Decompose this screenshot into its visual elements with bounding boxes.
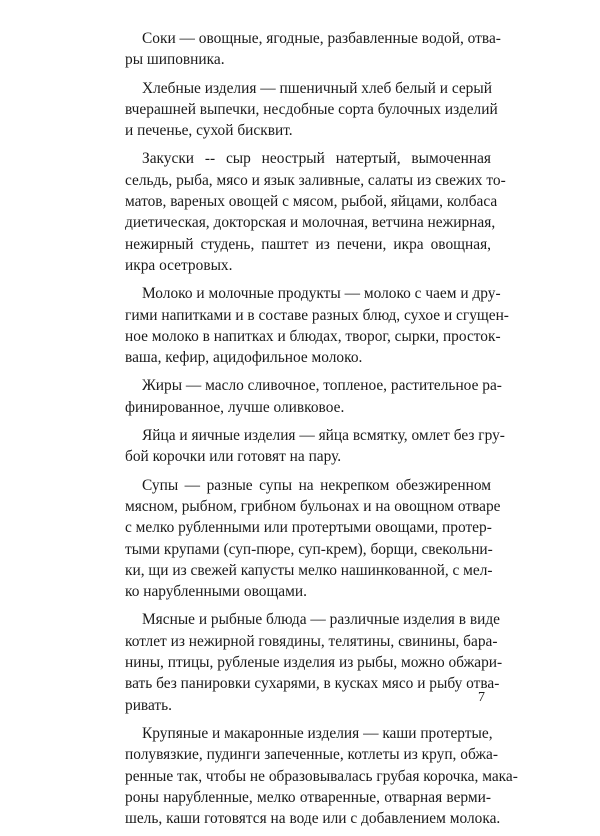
- text-line: сельдь, рыба, мясо и язык заливные, салаты из свежих то-: [125, 171, 506, 189]
- text-line: тыми крупами (суп-пюре, суп-крем), борщи, свекольни-: [125, 540, 493, 558]
- text-line: диетическая, докторская и молочная, ветчина нежирная,: [125, 214, 496, 232]
- text-line: мясном, рыбном, грибном бульонах и на овощном отваре: [125, 497, 501, 515]
- text-line: финированное, лучше оливковое.: [125, 398, 345, 416]
- text-line: ваша, кефир, ацидофильное молоко.: [125, 349, 363, 367]
- text-line: Яйца и яичные изделия — яйца всмятку, омлет без гру-: [142, 427, 505, 445]
- text-line: нежирный студень, паштет из печени, икра овощная,: [125, 235, 491, 253]
- text-line: гими напитками и в составе разных блюд, сухое и сгущен-: [125, 306, 509, 324]
- text-line: и печенье, сухой бисквит.: [125, 122, 293, 140]
- text-line: вать без панировки сухарями, в кусках мясо и рыбу отва-: [125, 675, 500, 693]
- text-line: ренные так, чтобы не образовывалась грубая корочка, мака-: [125, 767, 518, 785]
- text-line: Хлебные изделия — пшеничный хлеб белый и серый: [142, 79, 492, 97]
- text-line: Молоко и молочные продукты — молоко с чаем и дру-: [142, 285, 501, 303]
- text-line: полувязкие, пудинги запеченные, котлеты из круп, обжа-: [125, 746, 498, 764]
- text-line: Крупяные и макаронные изделия — каши протертые,: [142, 724, 493, 742]
- page-number: 7: [478, 690, 485, 705]
- text-line: Соки — овощные, ягодные, разбавленные водой, отва-: [142, 30, 501, 47]
- paragraph: [108, 28, 501, 71]
- text-line: вчерашней выпечки, несдобные сорта булочных изделий: [125, 100, 498, 118]
- paragraph: [108, 475, 501, 603]
- text-line: Жиры — масло сливочное, топленое, растительное ра-: [142, 377, 502, 395]
- text-line: ры шиповника.: [125, 51, 225, 69]
- text-line: ривать.: [125, 696, 173, 714]
- text-line: икра осетровых.: [125, 256, 233, 274]
- paragraph: [108, 723, 518, 829]
- text-line: бой корочки или готовят на пару.: [125, 448, 342, 466]
- paragraph: [108, 609, 503, 715]
- body-text: [108, 28, 518, 836]
- paragraph: [108, 148, 506, 276]
- text-line: с мелко рубленными или протертыми овощами, протер-: [125, 519, 492, 537]
- text-line: нины, птицы, рубленые изделия из рыбы, можно обжари-: [125, 654, 503, 672]
- text-line: Закуски -- сыр неострый натертый, вымоченная: [142, 150, 491, 168]
- text-line: Мясные и рыбные блюда — различные изделия в виде: [142, 611, 500, 629]
- text-line: роны нарубленные, мелко отваренные, отварная верми-: [125, 788, 491, 806]
- paragraph: [108, 283, 509, 368]
- text-line: ное молоко в напитках и блюдах, творог, сырки, просток-: [125, 327, 501, 345]
- text-line: ко нарубленными овощами.: [125, 583, 307, 601]
- text-line: шель, каши готовятся на воде или с добавлением молока.: [125, 810, 501, 828]
- text-line: котлет из нежирной говядины, телятины, свинины, бара-: [125, 632, 498, 650]
- text-line: Супы — разные супы на некрепком обезжиренном: [142, 476, 491, 494]
- paragraph: [108, 78, 498, 142]
- text-line: ки, щи из свежей капусты мелко нашинкованной, с мел-: [125, 561, 493, 579]
- paragraph: [108, 425, 505, 468]
- paragraph: [108, 375, 502, 418]
- text-line: матов, вареных овощей с мясом, рыбой, яйцами, колбаса: [125, 193, 498, 211]
